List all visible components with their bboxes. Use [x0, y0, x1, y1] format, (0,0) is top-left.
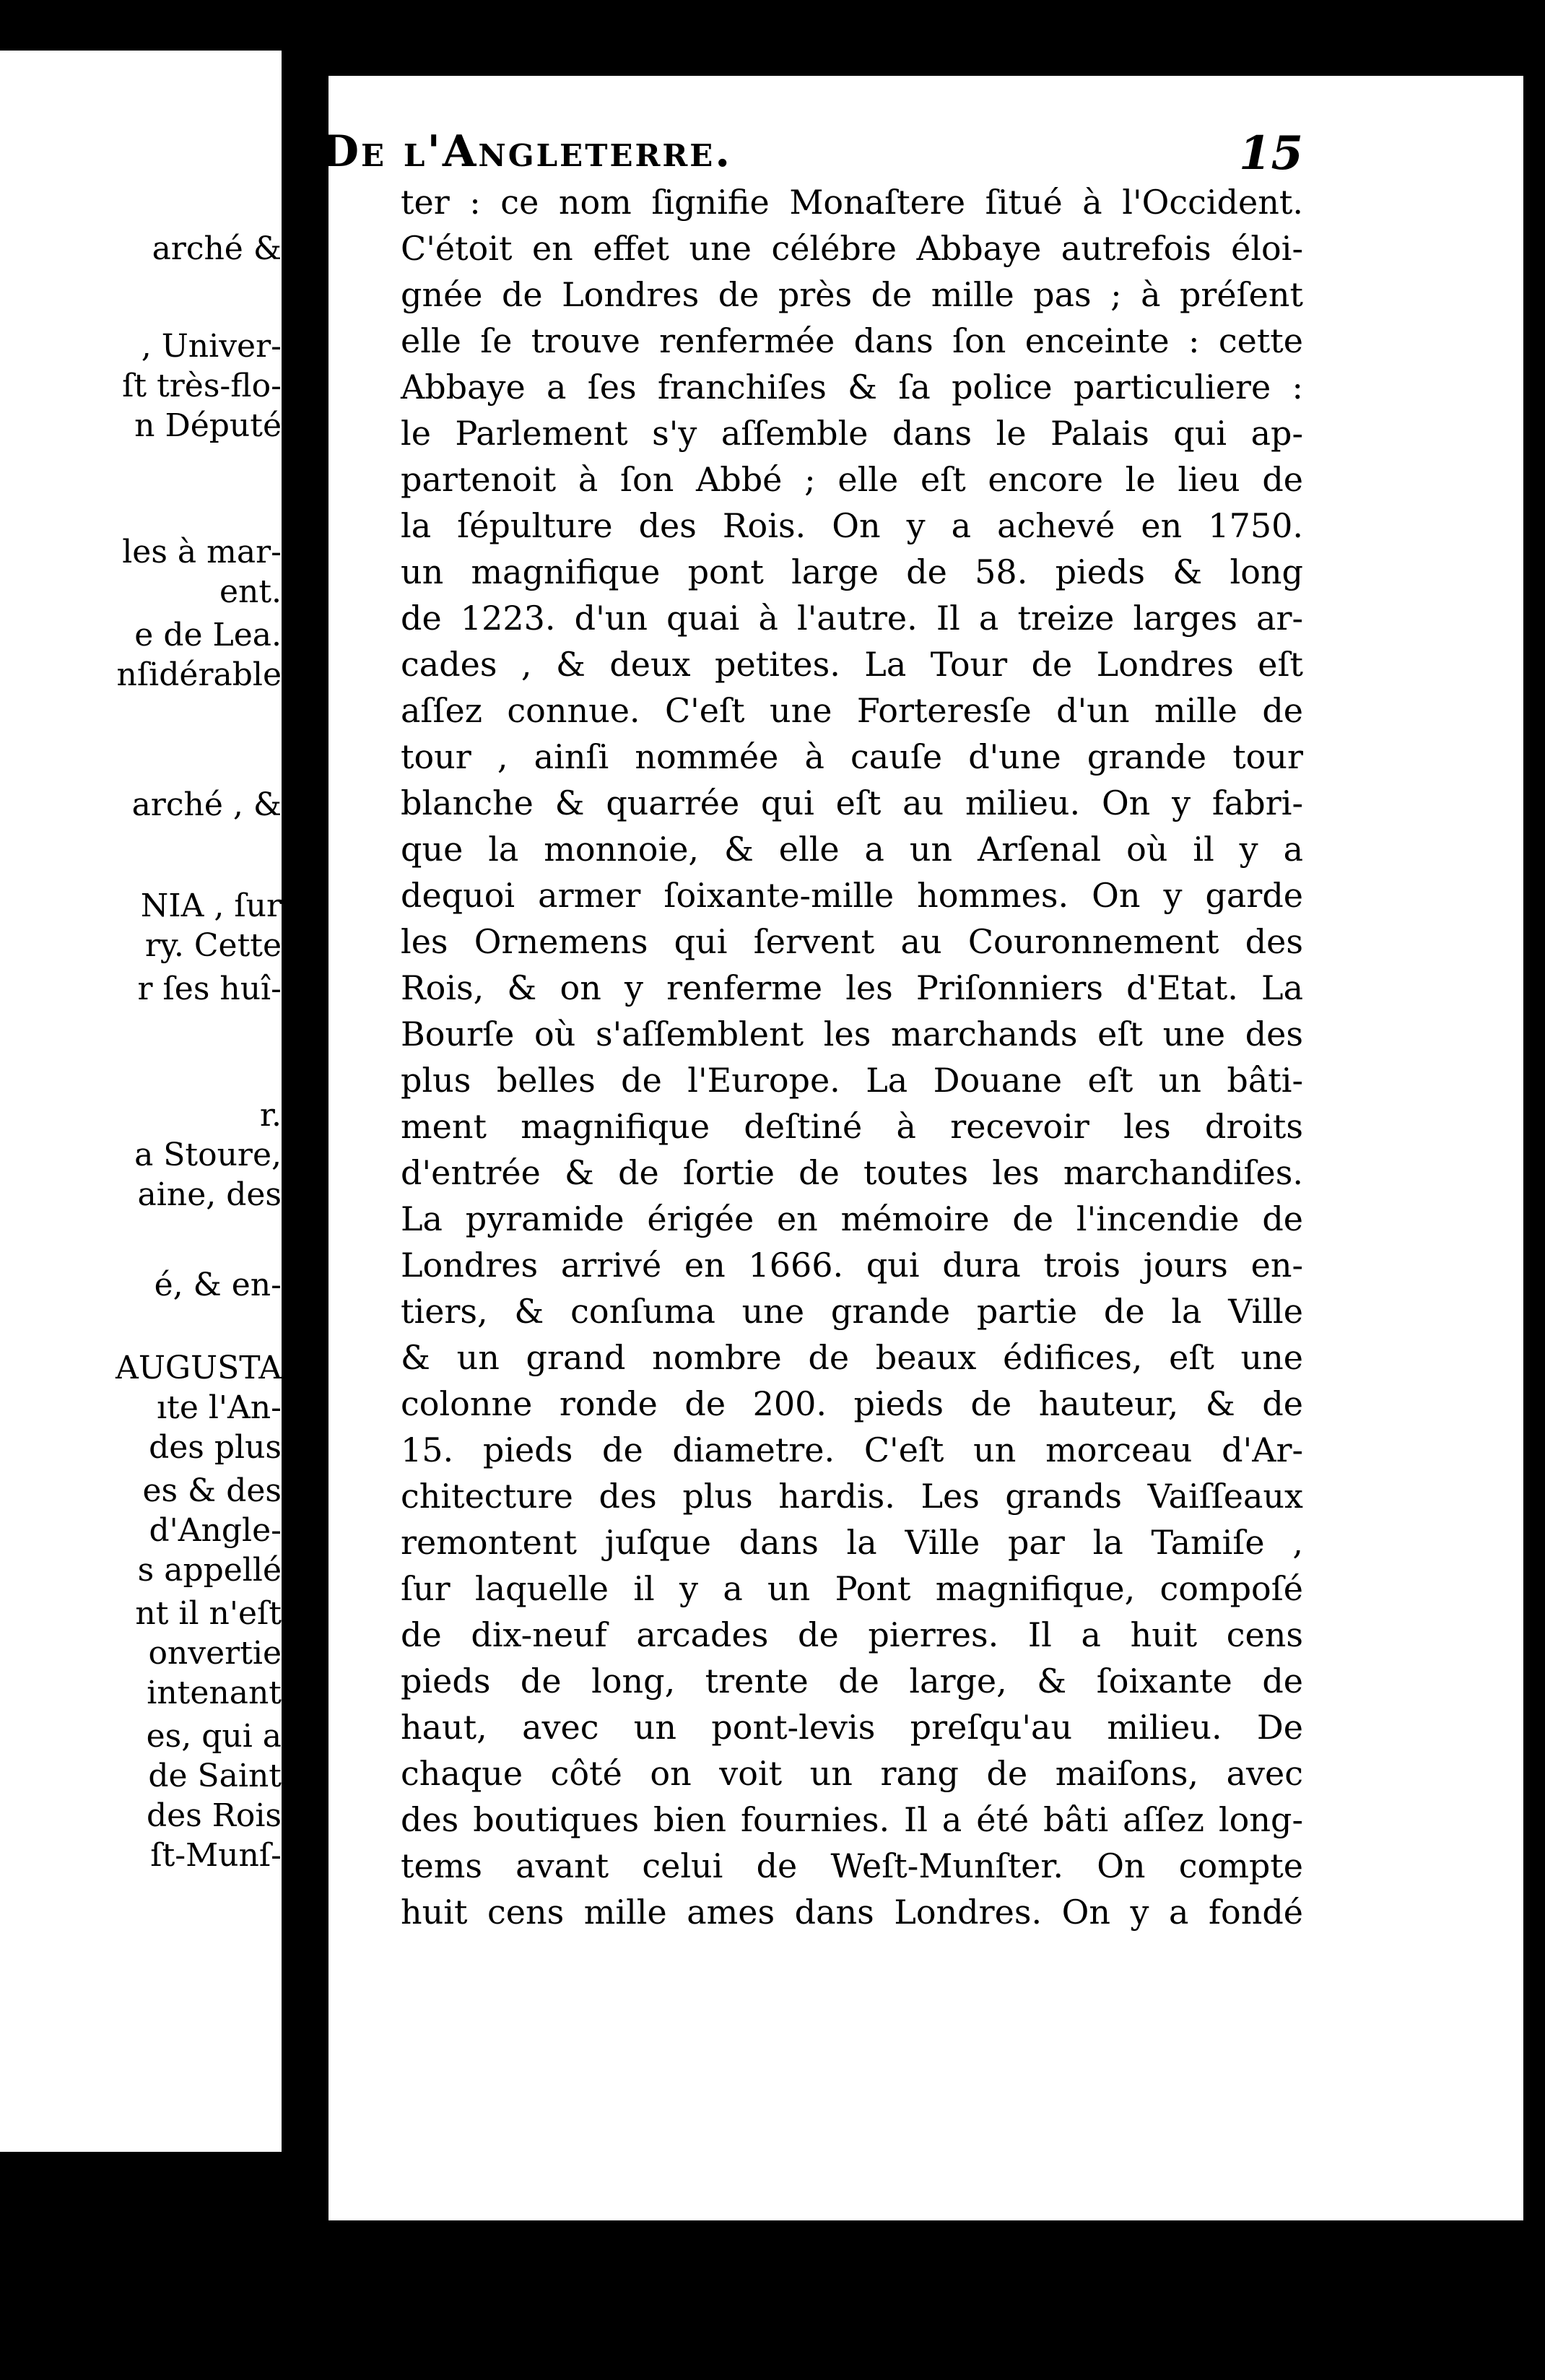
text-line: remontent juſque dans la Ville par la Tamiſe ,	[401, 1523, 1303, 1562]
text-line: chaque côté on voit un rang de maiſons, avec	[401, 1754, 1303, 1793]
text-line: elle ſe trouve renfermée dans ſon enceinte : cette	[401, 321, 1303, 360]
text-line: la ſépulture des Rois. On y a achevé en 1750.	[401, 506, 1303, 545]
text-line: ment magnifique deſtiné à recevoir les droits	[401, 1107, 1303, 1146]
facing-page-line: a Stoure,	[134, 1137, 282, 1173]
facing-page-line: arché , &	[131, 786, 282, 823]
text-line: haut, avec un pont-levis preſqu'au milieu. De	[401, 1708, 1303, 1747]
facing-page-line: ſt très-flo-	[122, 368, 282, 404]
text-line: aſſez connue. C'eſt une Forteresſe d'un mille de	[401, 691, 1303, 730]
body-text	[401, 179, 1303, 1935]
facing-page-line: onvertie	[148, 1635, 282, 1672]
text-line: dequoi armer ſoixante-mille hommes. On y garde	[401, 876, 1303, 915]
facing-page-line: r ſes huî-	[137, 970, 282, 1007]
text-line: ſur laquelle il y a un Pont magnifique, compoſé	[401, 1569, 1303, 1608]
facing-page-line: nſidérable	[116, 656, 282, 693]
facing-page-line: é, & en-	[154, 1267, 282, 1303]
facing-page-line: e de Lea.	[134, 617, 282, 653]
text-line: gnée de Londres de près de mille pas ; à préſent	[401, 275, 1303, 314]
running-title: De l'Angleterre.	[321, 126, 733, 177]
facing-page-line: es, qui a	[146, 1718, 282, 1755]
text-line: Rois, & on y renferme les Priſonniers d'Etat. La	[401, 968, 1303, 1007]
facing-page-line: nt il n'eſt	[135, 1595, 282, 1632]
facing-page-line: , Univer-	[141, 328, 282, 365]
facing-page-line: NIA , ſur	[140, 887, 282, 924]
text-line: partenoit à ſon Abbé ; elle eſt encore le lieu de	[401, 460, 1303, 499]
facing-page-line: ent.	[219, 573, 282, 610]
text-line: un magnifique pont large de 58. pieds & long	[401, 552, 1303, 591]
facing-page-line: ıte l'An-	[157, 1389, 282, 1426]
facing-page-line: intenant	[147, 1675, 282, 1711]
text-line: & un grand nombre de beaux édifices, eſt une	[401, 1338, 1303, 1377]
text-line: cades , & deux petites. La Tour de Londres eſt	[401, 645, 1303, 684]
text-line: La pyramide érigée en mémoire de l'incendie de	[401, 1199, 1303, 1238]
facing-page-line: de Saint	[148, 1758, 282, 1794]
text-line: Abbaye a ſes franchiſes & ſa police particuliere :	[401, 368, 1303, 407]
text-line: huit cens mille ames dans Londres. On y a fondé	[401, 1893, 1303, 1932]
facing-page-line: ry. Cette	[144, 927, 282, 964]
text-line: chitecture des plus hardis. Les grands Vaiſſeaux	[401, 1477, 1303, 1516]
facing-page-line: des plus	[149, 1429, 282, 1466]
text-line: le Parlement s'y aſſemble dans le Palais qui ap-	[401, 414, 1303, 453]
text-line: d'entrée & de ſortie de toutes les marchandiſes.	[401, 1153, 1303, 1192]
text-line: tems avant celui de Weſt-Munſter. On compte	[401, 1846, 1303, 1885]
text-line: les Ornemens qui ſervent au Couronnement des	[401, 922, 1303, 961]
text-line: de dix-neuf arcades de pierres. Il a huit cens	[401, 1615, 1303, 1654]
page-header	[321, 126, 1303, 184]
facing-page-line: r.	[259, 1097, 282, 1134]
text-line: que la monnoie, & elle a un Arſenal où il y a	[401, 830, 1303, 869]
text-line: pieds de long, trente de large, & ſoixante de	[401, 1662, 1303, 1701]
text-line: des boutiques bien fournies. Il a été bâti aſſez long-	[401, 1800, 1303, 1839]
facing-page-line: ſt-Munſ-	[150, 1837, 282, 1874]
text-line: Bourſe où s'aſſemblent les marchands eſt une des	[401, 1015, 1303, 1054]
facing-page-text	[0, 51, 282, 2152]
text-line: Londres arrivé en 1666. qui dura trois jours en-	[401, 1246, 1303, 1285]
text-line: de 1223. d'un quai à l'autre. Il a treize larges ar-	[401, 599, 1303, 638]
text-line: C'étoit en effet une célébre Abbaye autrefois éloi-	[401, 229, 1303, 268]
text-line: colonne ronde de 200. pieds de hauteur, & de	[401, 1384, 1303, 1423]
page-number: 15	[1238, 126, 1303, 181]
facing-page-line: es & des	[142, 1472, 282, 1509]
facing-page-line: s appellé	[137, 1552, 282, 1589]
facing-page-line: AUGUSTA	[116, 1350, 282, 1386]
text-line: tiers, & conſuma une grande partie de la Ville	[401, 1292, 1303, 1331]
facing-page-line: les à mar-	[122, 534, 282, 570]
facing-page-line: n Député	[134, 407, 282, 444]
text-line: blanche & quarrée qui eſt au milieu. On y fabri-	[401, 783, 1303, 822]
text-line: plus belles de l'Europe. La Douane eſt un bâti-	[401, 1061, 1303, 1100]
facing-page-line: d'Angle-	[149, 1512, 282, 1549]
facing-page-line: aine, des	[137, 1176, 282, 1213]
text-line: 15. pieds de diametre. C'eſt un morceau d'Ar-	[401, 1430, 1303, 1469]
text-line: tour , ainſi nommée à cauſe d'une grande tour	[401, 737, 1303, 776]
facing-page-line: des Rois	[146, 1797, 282, 1834]
facing-page-left	[0, 51, 282, 2152]
text-line: ter : ce nom ſignifie Monaſtere ſitué à l'Occident.	[401, 183, 1303, 222]
facing-page-line: arché &	[152, 230, 282, 267]
